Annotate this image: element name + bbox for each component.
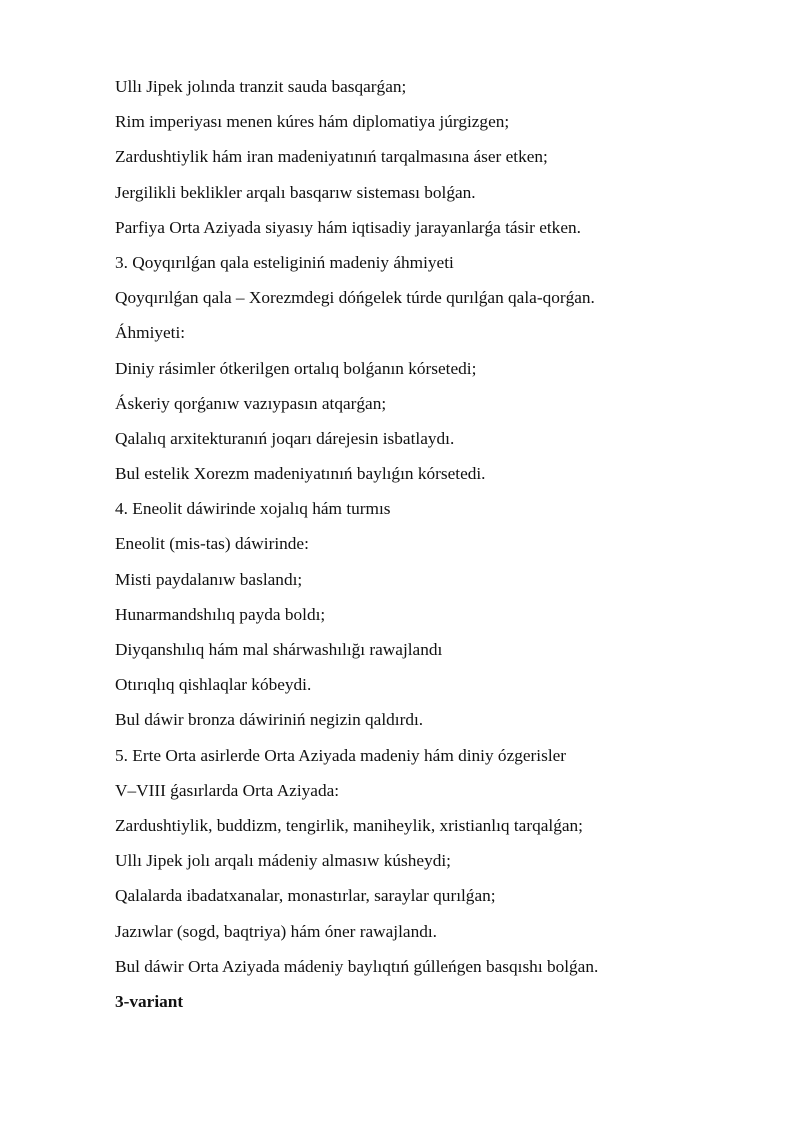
text-line: Otırıqlıq qishlaqlar kóbeydi. (115, 675, 312, 695)
section-heading: 4. Eneolit dáwirinde xojalıq hám turmıs (115, 499, 391, 519)
text-line: Misti paydalanıw baslandı; (115, 569, 303, 589)
text-line: Bul dáwir Orta Aziyada mádeniy baylıqtıń gúlleńgen basqıshı bolǵan. (115, 956, 599, 976)
document-body (115, 72, 755, 1022)
text-line: Áhmiyeti: (115, 323, 186, 343)
text-line: Ullı Jipek jolı arqalı mádeniy almasıw kúsheydi; (115, 851, 451, 871)
text-line: Qoyqırılǵan qala – Xorezmdegi dóńgelek túrde qurılǵan qala-qorǵan. (115, 288, 595, 308)
text-line: Rim imperiyası menen kúres hám diplomatiya júrgizgen; (115, 112, 510, 132)
text-line: Parfiya Orta Aziyada siyasıy hám iqtisadiy jarayanlarǵa tásir etken. (115, 217, 581, 237)
text-line: Qalalarda ibadatxanalar, monastırlar, saraylar qurılǵan; (115, 886, 496, 906)
text-line: Zardushtiylik, buddizm, tengirlik, maniheylik, xristianlıq tarqalǵan; (115, 815, 583, 835)
text-line: Diniy rásimler ótkerilgen ortalıq bolǵanın kórsetedi; (115, 358, 477, 378)
text-line: Jazıwlar (sogd, baqtriya) hám óner rawajlandı. (115, 921, 437, 941)
text-line: Hunarmandshılıq payda boldı; (115, 604, 326, 624)
text-line: Bul dáwir bronza dáwiriniń negizin qaldırdı. (115, 710, 424, 730)
text-line: Jergilikli beklikler arqalı basqarıw sisteması bolǵan. (115, 182, 476, 202)
text-line: Eneolit (mis-tas) dáwirinde: (115, 534, 309, 554)
text-line: Zardushtiylik hám iran madeniyatınıń tarqalmasına áser etken; (115, 147, 548, 167)
text-line: Bul estelik Xorezm madeniyatınıń baylıǵın kórsetedi. (115, 464, 486, 484)
text-line: V–VIII ǵasırlarda Orta Aziyada: (115, 780, 340, 800)
text-line: Ullı Jipek jolında tranzit sauda basqarǵan; (115, 77, 407, 96)
text-line: Qalalıq arxitekturanıń joqarı dárejesin isbatlaydı. (115, 428, 455, 448)
section-heading: 3. Qoyqırılǵan qala esteliginiń madeniy áhmiyeti (115, 252, 454, 272)
text-line: Diyqanshılıq hám mal shárwashılığı rawajlandı (115, 640, 443, 659)
text-line: Áskeriy qorǵanıw vazıypasın atqarǵan; (115, 393, 387, 413)
variant-heading: 3-variant (115, 991, 184, 1011)
section-heading: 5. Erte Orta asirlerde Orta Aziyada madeniy hám diniy ózgerisler (115, 745, 567, 765)
